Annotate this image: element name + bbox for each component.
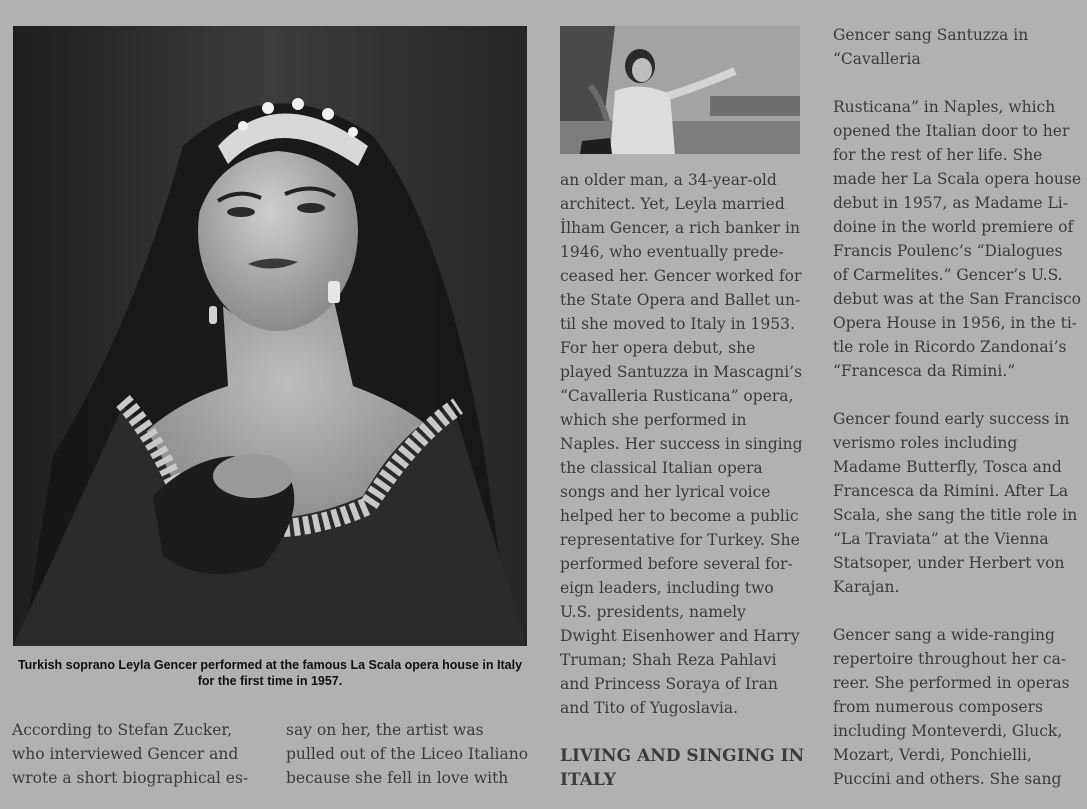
text-line: Dwight Eisenhower and Harry	[560, 627, 800, 645]
text-line: İlham Gencer, a rich banker in	[560, 219, 800, 237]
text-line: Madame Butterfly, Tosca and	[833, 458, 1062, 476]
text-line: wrote a short biographical es-	[12, 769, 249, 787]
section-heading	[560, 744, 804, 792]
text-line: played Santuzza in Mascagni’s	[560, 363, 803, 381]
text-line: Gencer sang a wide-ranging	[833, 626, 1055, 644]
portrait-illustration	[13, 26, 527, 646]
text-line: ceased her. Gencer worked for	[560, 267, 802, 285]
text-line: Truman; Shah Reza Pahlavi	[560, 651, 777, 669]
text-line: from numerous composers	[833, 698, 1043, 716]
text-line: tle role in Ricordo Zandonai’s	[833, 338, 1067, 356]
text-line: the classical Italian opera	[560, 459, 763, 477]
text-line: repertoire throughout her ca-	[833, 650, 1067, 668]
text-line: helped her to become a public	[560, 507, 799, 525]
text-line: “Cavalleria Rusticana” opera,	[560, 387, 794, 405]
text-line: Mozart, Verdi, Ponchielli,	[833, 746, 1032, 764]
text-line: the State Opera and Ballet un-	[560, 291, 801, 309]
text-line: for the rest of her life. She	[833, 146, 1043, 164]
text-line: debut in 1957, as Madame Li-	[833, 194, 1069, 212]
text-line: Naples. Her success in singing	[560, 435, 803, 453]
text-line: Karajan.	[833, 578, 900, 596]
text-line: “Francesca da Rimini.”	[833, 362, 1016, 380]
text-line: reer. She performed in operas	[833, 674, 1070, 692]
text-line: Rusticana” in Naples, which	[833, 98, 1056, 116]
text-line: “Cavalleria	[833, 50, 921, 68]
text-line: opened the Italian door to her	[833, 122, 1070, 140]
text-line: verismo roles including	[833, 434, 1018, 452]
text-line: 1946, who eventually prede-	[560, 243, 784, 261]
text-line: “La Traviata” at the Vienna	[833, 530, 1049, 548]
photo-caption: Turkish soprano Leyla Gencer performed at the famous La Scala opera house in Italy for the first time in 1957.	[17, 658, 523, 688]
text-line: According to Stefan Zucker,	[12, 721, 233, 739]
text-line: For her opera debut, she	[560, 339, 756, 357]
text-line: an older man, a 34-year-old	[560, 171, 777, 189]
text-line: U.S. presidents, namely	[560, 603, 746, 621]
text-column-2	[286, 718, 528, 790]
heading-line: LIVING AND SINGING IN	[560, 746, 805, 766]
text-column-3	[560, 168, 804, 792]
text-line: because she fell in love with	[286, 769, 509, 787]
text-line: til she moved to Italy in 1953.	[560, 315, 795, 333]
street-illustration	[560, 26, 800, 154]
text-line: and Princess Soraya of Iran	[560, 675, 778, 693]
text-line: Gencer found early success in	[833, 410, 1070, 428]
text-line: which she performed in	[560, 411, 747, 429]
text-line: say on her, the artist was	[286, 721, 484, 739]
text-line: including Monteverdi, Gluck,	[833, 722, 1063, 740]
text-line: Scala, she sang the title role in	[833, 506, 1078, 524]
text-line: debut was at the San Francisco	[833, 290, 1082, 308]
text-line: songs and her lyrical voice	[560, 483, 771, 501]
text-line: representative for Turkey. She	[560, 531, 800, 549]
text-line: Statsoper, under Herbert von	[833, 554, 1065, 572]
text-line: made her La Scala opera house	[833, 170, 1082, 188]
text-line: pulled out of the Liceo Italiano	[286, 745, 529, 763]
text-line: Francis Poulenc’s “Dialogues	[833, 242, 1063, 260]
text-column-1	[12, 718, 248, 790]
text-line: eign leaders, including two	[560, 579, 774, 597]
text-line: and Tito of Yugoslavia.	[560, 699, 739, 717]
text-line: Puccini and others. She sang	[833, 770, 1062, 788]
text-line: who interviewed Gencer and	[12, 745, 239, 763]
heading-line: ITALY	[560, 770, 616, 790]
text-line: architect. Yet, Leyla married	[560, 195, 785, 213]
text-line: Francesca da Rimini. After La	[833, 482, 1069, 500]
text-line: performed before several for-	[560, 555, 793, 573]
text-line: Opera House in 1956, in the ti-	[833, 314, 1078, 332]
text-line: Gencer sang Santuzza in	[833, 26, 1029, 44]
text-line: doine in the world premiere of	[833, 218, 1074, 236]
portrait-photo	[13, 26, 527, 646]
street-photo	[560, 26, 800, 154]
text-column-4	[833, 23, 1081, 791]
text-line: of Carmelites.” Gencer’s U.S.	[833, 266, 1063, 284]
